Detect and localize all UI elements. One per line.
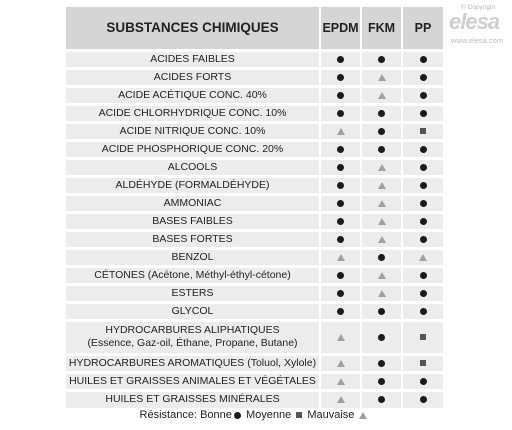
rating-cell-pp: [402, 68, 443, 86]
triangle-icon: [359, 412, 367, 419]
rating-cell-fkm: [361, 320, 402, 354]
rating-cell-pp: [402, 230, 443, 248]
rating-cell-pp: [402, 104, 443, 122]
square-icon: [420, 334, 426, 340]
substance-name: AMMONIAC: [163, 196, 222, 209]
resistance-legend: [66, 409, 443, 421]
rating-cell-pp: [402, 302, 443, 320]
dot-icon: [378, 396, 385, 403]
substance-name: BASES FORTES: [152, 232, 233, 245]
substance-name: ALDÉHYDE (FORMALDÉHYDE): [115, 178, 270, 191]
rating-cell-pp: [402, 372, 443, 390]
triangle-icon: [378, 92, 386, 99]
table-row: [66, 372, 443, 390]
triangle-icon: [337, 396, 345, 403]
rating-cell-epdm: [320, 390, 361, 408]
substance-name-cell: [66, 320, 320, 354]
rating-cell-fkm: [361, 68, 402, 86]
dot-icon: [420, 200, 427, 207]
dot-icon: [378, 378, 385, 385]
substance-detail: (Essence, Gaz-oil, Éthane, Propane, Butane): [87, 337, 298, 349]
rating-cell-fkm: [361, 372, 402, 390]
rating-cell-fkm: [361, 140, 402, 158]
triangle-icon: [378, 236, 386, 243]
dot-icon: [378, 254, 385, 261]
dot-icon: [420, 182, 427, 189]
rating-cell-epdm: [320, 248, 361, 266]
chemical-resistance-table: [66, 7, 443, 408]
dot-icon: [420, 290, 427, 297]
copyright-text: © Copyright: [461, 4, 496, 11]
dot-icon: [337, 272, 344, 279]
rating-cell-pp: [402, 140, 443, 158]
substance-name-cell: [66, 158, 320, 176]
dot-icon: [337, 290, 344, 297]
table-row: [66, 390, 443, 408]
dot-icon: [337, 236, 344, 243]
rating-cell-epdm: [320, 158, 361, 176]
substance-name: BENZOL: [171, 250, 214, 263]
table-row: [66, 320, 443, 354]
rating-cell-fkm: [361, 390, 402, 408]
substance-name: HYDROCARBURES ALIPHATIQUES: [105, 324, 280, 336]
dot-icon: [420, 92, 427, 99]
rating-cell-fkm: [361, 212, 402, 230]
table-row: [66, 230, 443, 248]
rating-cell-fkm: [361, 302, 402, 320]
substance-name: CÉTONES (Acétone, Méthyl-éthyl-cétone): [94, 268, 291, 281]
triangle-icon: [337, 378, 345, 385]
website-url: www.elesa.com: [451, 36, 504, 45]
dot-icon: [337, 164, 344, 171]
dot-icon: [378, 334, 385, 341]
dot-icon: [378, 110, 385, 117]
rating-cell-fkm: [361, 266, 402, 284]
substance-name: ACIDE NITRIQUE CONC. 10%: [119, 124, 266, 137]
substance-name: ESTERS: [171, 286, 214, 299]
substance-name-cell: [66, 140, 320, 158]
substance-name-cell: [66, 390, 320, 408]
rating-cell-pp: [402, 320, 443, 354]
rating-cell-fkm: [361, 158, 402, 176]
table-row: [66, 248, 443, 266]
triangle-icon: [337, 254, 345, 261]
dot-icon: [337, 110, 344, 117]
substance-name-cell: [66, 104, 320, 122]
table-row: [66, 104, 443, 122]
rating-cell-fkm: [361, 354, 402, 372]
dot-icon: [420, 164, 427, 171]
rating-cell-fkm: [361, 194, 402, 212]
brand-logo-text: elesa: [449, 9, 500, 34]
dot-icon: [337, 74, 344, 81]
dot-icon: [420, 218, 427, 225]
substance-name: ACIDE PHOSPHORIQUE CONC. 20%: [101, 142, 284, 155]
substance-name-cell: [66, 194, 320, 212]
column-header-fkm: FKM: [361, 7, 402, 50]
dot-icon: [234, 412, 241, 419]
rating-cell-epdm: [320, 212, 361, 230]
triangle-icon: [378, 272, 386, 279]
table-header-row: [66, 7, 443, 50]
dot-icon: [337, 92, 344, 99]
rating-cell-epdm: [320, 320, 361, 354]
dot-icon: [378, 146, 385, 153]
rating-cell-pp: [402, 158, 443, 176]
dot-icon: [337, 56, 344, 63]
column-header-pp: PP: [402, 7, 443, 50]
square-icon: [420, 360, 426, 366]
triangle-icon: [337, 360, 345, 367]
dot-icon: [337, 146, 344, 153]
substance-name-cell: [66, 212, 320, 230]
triangle-icon: [419, 254, 427, 261]
rating-cell-pp: [402, 176, 443, 194]
substance-name: ACIDES FAIBLES: [150, 52, 235, 65]
triangle-icon: [378, 200, 386, 207]
table-row: [66, 176, 443, 194]
substance-name-cell: [66, 68, 320, 86]
dot-icon: [378, 56, 385, 63]
substance-name: ALCOOLS: [167, 160, 218, 173]
table-row: [66, 284, 443, 302]
substance-name-cell: [66, 248, 320, 266]
substance-name-cell: [66, 302, 320, 320]
dot-icon: [420, 56, 427, 63]
rating-cell-epdm: [320, 230, 361, 248]
elesa-logo-watermark: [447, 4, 509, 46]
rating-cell-pp: [402, 266, 443, 284]
rating-cell-epdm: [320, 176, 361, 194]
rating-cell-fkm: [361, 50, 402, 68]
table-row: [66, 194, 443, 212]
substance-name: ACIDES FORTS: [153, 70, 232, 83]
substance-name: HUILES ET GRAISSES MINÉRALES: [105, 393, 280, 406]
dot-icon: [420, 146, 427, 153]
triangle-icon: [378, 218, 386, 225]
table-row: [66, 50, 443, 68]
substance-name: ACIDE CHLORHYDRIQUE CONC. 10%: [98, 106, 287, 119]
substance-name-cell: [66, 284, 320, 302]
square-icon: [420, 128, 426, 134]
triangle-icon: [378, 74, 386, 81]
dot-icon: [420, 308, 427, 315]
rating-cell-epdm: [320, 50, 361, 68]
legend-good-label: Bonne: [200, 409, 232, 421]
triangle-icon: [378, 290, 386, 297]
triangle-icon: [378, 164, 386, 171]
substance-name: HUILES ET GRAISSES ANIMALES ET VÉGÉTALES: [69, 374, 316, 387]
dot-icon: [378, 308, 385, 315]
dot-icon: [420, 236, 427, 243]
substance-name-cell: [66, 122, 320, 140]
triangle-icon: [337, 128, 345, 135]
rating-cell-pp: [402, 122, 443, 140]
rating-cell-epdm: [320, 86, 361, 104]
rating-cell-fkm: [361, 248, 402, 266]
rating-cell-epdm: [320, 122, 361, 140]
table-row: [66, 122, 443, 140]
dot-icon: [420, 74, 427, 81]
rating-cell-fkm: [361, 104, 402, 122]
rating-cell-fkm: [361, 230, 402, 248]
rating-cell-epdm: [320, 194, 361, 212]
dot-icon: [420, 378, 427, 385]
dot-icon: [378, 128, 385, 135]
rating-cell-pp: [402, 86, 443, 104]
rating-cell-epdm: [320, 104, 361, 122]
rating-cell-epdm: [320, 284, 361, 302]
rating-cell-epdm: [320, 302, 361, 320]
rating-cell-fkm: [361, 284, 402, 302]
substance-name-cell: [66, 372, 320, 390]
square-icon: [296, 412, 302, 418]
table-row: [66, 302, 443, 320]
rating-cell-epdm: [320, 140, 361, 158]
substance-name-cell: [66, 86, 320, 104]
legend-medium-label: Moyenne: [245, 409, 292, 421]
rating-cell-epdm: [320, 68, 361, 86]
rating-cell-pp: [402, 248, 443, 266]
table-row: [66, 212, 443, 230]
dot-icon: [420, 396, 427, 403]
substance-name-cell: [66, 266, 320, 284]
rating-cell-pp: [402, 354, 443, 372]
substance-name-cell: [66, 50, 320, 68]
substance-name-cell: [66, 176, 320, 194]
substance-name-cell: [66, 354, 320, 372]
dot-icon: [337, 182, 344, 189]
substance-name-cell: [66, 230, 320, 248]
dot-icon: [337, 308, 344, 315]
table-row: [66, 140, 443, 158]
rating-cell-fkm: [361, 176, 402, 194]
rating-cell-pp: [402, 194, 443, 212]
rating-cell-epdm: [320, 266, 361, 284]
dot-icon: [420, 110, 427, 117]
substance-name: BASES FAIBLES: [152, 214, 233, 227]
table-row: [66, 354, 443, 372]
rating-cell-pp: [402, 212, 443, 230]
table-row: [66, 86, 443, 104]
dot-icon: [337, 218, 344, 225]
substance-name: GLYCOL: [171, 304, 214, 317]
rating-cell-epdm: [320, 354, 361, 372]
table-row: [66, 158, 443, 176]
dot-icon: [420, 272, 427, 279]
legend-poor-label: Mauvaise: [307, 409, 355, 421]
legend-prefix: Résistance:: [139, 409, 197, 421]
column-header-epdm: EPDM: [320, 7, 361, 50]
rating-cell-pp: [402, 50, 443, 68]
rating-cell-fkm: [361, 122, 402, 140]
substance-name: HYDROCARBURES AROMATIQUES (Toluol, Xylole): [68, 356, 317, 369]
table-row: [66, 68, 443, 86]
rating-cell-fkm: [361, 86, 402, 104]
substance-name: ACIDE ACÉTIQUE CONC. 40%: [118, 88, 267, 101]
triangle-icon: [337, 334, 345, 341]
dot-icon: [378, 360, 385, 367]
triangle-icon: [378, 182, 386, 189]
table-row: [66, 266, 443, 284]
rating-cell-pp: [402, 390, 443, 408]
rating-cell-epdm: [320, 372, 361, 390]
rating-cell-pp: [402, 284, 443, 302]
column-header-substances: SUBSTANCES CHIMIQUES: [106, 20, 279, 36]
dot-icon: [337, 200, 344, 207]
